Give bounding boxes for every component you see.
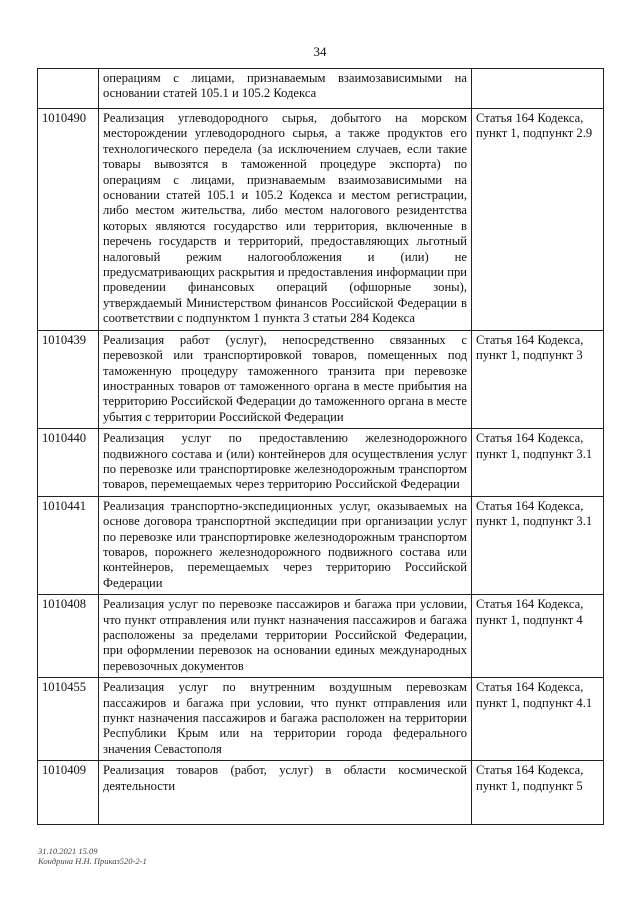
table-row — [38, 69, 604, 109]
tax-code-reference: Статья 164 Кодекса, пункт 1, подпункт 5 — [472, 761, 604, 825]
tax-code-reference: Статья 164 Кодекса, пункт 1, подпункт 4 — [472, 595, 604, 678]
operation-code — [38, 69, 99, 109]
operation-code: 1010455 — [38, 678, 99, 761]
table-row — [38, 109, 604, 331]
table-row — [38, 678, 604, 761]
tax-code-reference — [472, 69, 604, 109]
operation-description: Реализация транспортно-экспедиционных услуг, оказываемых на основе договора транспортной экспедиции при организации услуг по перевозке или транспортировке железнодорожным транспортом товаров, порожнего железнодорожного подвижного состава или контейнеров, перемещаемых через территорию Российской Федерации — [99, 496, 472, 594]
operation-code: 1010409 — [38, 761, 99, 825]
operation-code: 1010408 — [38, 595, 99, 678]
operation-code: 1010490 — [38, 109, 99, 331]
operation-description: Реализация услуг по перевозке пассажиров и багажа при условии, что пункт отправления или пункт назначения пассажиров и багажа расположены за пределами территории Российской Федерации, при оформлении перевозок на основании единых международных перевозочных документов — [99, 595, 472, 678]
operation-code: 1010440 — [38, 429, 99, 497]
operation-description: операциям с лицами, признаваемым взаимозависимыми на основании статей 105.1 и 105.2 Кодекса — [99, 69, 472, 109]
footer-author: Кондрина Н.Н. Приказ520-2-1 — [38, 856, 147, 866]
tax-code-reference: Статья 164 Кодекса, пункт 1, подпункт 2.9 — [472, 109, 604, 331]
tax-code-reference: Статья 164 Кодекса, пункт 1, подпункт 4.1 — [472, 678, 604, 761]
operation-description: Реализация услуг по предоставлению железнодорожного подвижного состава и (или) контейнеров для осуществления услуг по перевозке или транспортировке железнодорожным транспортом товаров, перемещаемых через территорию Российской Федерации — [99, 429, 472, 497]
table-row — [38, 496, 604, 594]
operation-code: 1010439 — [38, 330, 99, 428]
tax-code-reference: Статья 164 Кодекса, пункт 1, подпункт 3.1 — [472, 496, 604, 594]
operation-codes-table — [37, 68, 604, 825]
operation-description: Реализация услуг по внутренним воздушным перевозкам пассажиров и багажа при условии, что пункт отправления или пункт назначения пассажиров и багажа расположен на территории Республики Крым или на территории города федерального значения Севастополя — [99, 678, 472, 761]
table-row — [38, 330, 604, 428]
footer-timestamp: 31.10.2021 15.09 — [38, 846, 98, 856]
operation-description: Реализация товаров (работ, услуг) в области космической деятельности — [99, 761, 472, 825]
document-footer — [38, 846, 147, 866]
operation-code: 1010441 — [38, 496, 99, 594]
table-row — [38, 761, 604, 825]
operation-description: Реализация работ (услуг), непосредственно связанных с перевозкой или транспортировкой товаров, помещенных под таможенную процедуру таможенного транзита при перевозке иностранных товаров от таможенного органа в месте прибытия на территорию Российской Федерации до таможенного органа в месте убытия с территории Российской Федерации — [99, 330, 472, 428]
table-row — [38, 595, 604, 678]
tax-code-reference: Статья 164 Кодекса, пункт 1, подпункт 3.1 — [472, 429, 604, 497]
page-number: 34 — [313, 44, 327, 59]
table-row — [38, 429, 604, 497]
tax-code-reference: Статья 164 Кодекса, пункт 1, подпункт 3 — [472, 330, 604, 428]
operation-description: Реализация углеводородного сырья, добытого на морском месторождении углеводородного сырья, а также продуктов его технологического передела (за исключением случаев, если такие товары вывозятся в таможенной процедуре экспорта) по операциям с лицами, признаваемым взаимозависимыми на основании статей 105.1 и 105.2 Кодекса и местом регистрации, либо местом жительства, либо местом налогового резидентства которых являются государство или территория, включенные в перечень государств и территорий, предоставляющих льготный налоговый режим налогообложения и (или) не предусматривающих раскрытия и предоставления информации при проведении финансовых операций (офшорные зоны), утверждаемый Министерством финансов Российской Федерации в соответствии с подпунктом 1 пункта 3 статьи 284 Кодекса — [99, 109, 472, 331]
